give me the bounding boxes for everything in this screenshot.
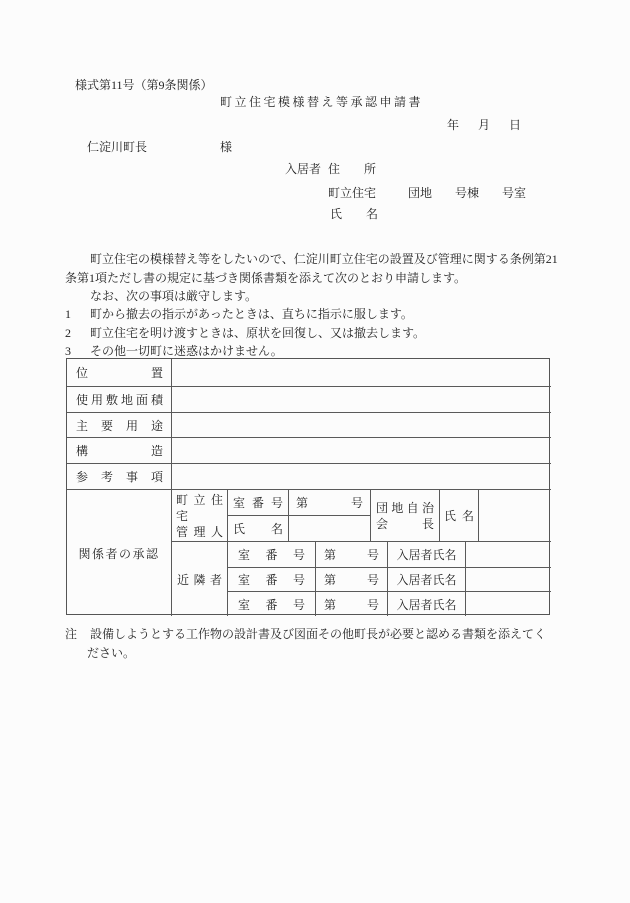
applicant-housing-label: 町立住宅	[328, 186, 377, 200]
neighbor-3-room-no-field	[316, 592, 388, 616]
neighbor-3-no-prefix: 第	[324, 597, 337, 612]
approval-section-label: 関係者の承認	[67, 490, 172, 616]
neighbor-1-no-prefix: 第	[324, 548, 337, 562]
pledge-2-number: 2	[65, 326, 71, 340]
applicant-room-label: 号室	[502, 186, 527, 200]
note-marker: 注	[65, 627, 78, 641]
neighbor-3-room-no-label: 室番号	[228, 592, 316, 616]
applicant-building-label: 号棟	[455, 186, 480, 200]
row-value-location	[172, 359, 551, 387]
document-title: 町立住宅模様替え等承認申請書	[220, 95, 424, 109]
row-label-main-use: 主要用途	[67, 413, 172, 438]
date-line: 年 月 日	[447, 118, 525, 132]
neighbor-2-room-no-field	[316, 568, 388, 592]
pledge-3-number: 3	[65, 344, 71, 358]
row-value-reference	[172, 464, 551, 490]
manager-no-prefix: 第	[296, 496, 309, 510]
row-label-site-area: 使用敷地面積	[67, 387, 172, 413]
neighbor-1-room-no-field	[316, 542, 388, 568]
neighbor-3-no-suffix: 号	[366, 597, 379, 612]
manager-no-suffix: 号	[350, 496, 363, 510]
row-value-main-use	[172, 413, 551, 438]
neighbor-2-name-label: 入居者氏名	[388, 568, 466, 592]
applicant-address-label: 住 所	[328, 162, 377, 176]
body-line-3: なお、次の事項は厳守します。	[90, 289, 258, 303]
manager-room-no-field	[289, 490, 371, 516]
neighbor-1-no-suffix: 号	[366, 548, 379, 562]
neighbor-1-name-label: 入居者氏名	[388, 542, 466, 568]
applicant-name-label: 氏 名	[330, 207, 379, 221]
row-value-site-area	[172, 387, 551, 413]
pledge-1-number: 1	[65, 307, 71, 321]
applicant-role-label: 入居者	[285, 162, 322, 176]
body-line-2: 条第1項ただし書の規定に基づき関係書類を添えて次のとおり申請します。	[65, 271, 467, 285]
manager-name-field	[289, 516, 371, 542]
pledge-3-text: その他一切町に迷惑はかけません。	[90, 344, 283, 358]
row-value-structure	[172, 438, 551, 464]
neighbor-2-no-prefix: 第	[324, 573, 337, 587]
addressee: 仁淀川町長	[87, 140, 148, 154]
row-label-reference: 参考事項	[67, 464, 172, 490]
neighbor-1-name-field	[466, 542, 551, 568]
row-label-structure: 構造	[67, 438, 172, 464]
application-table	[66, 358, 550, 615]
neighbor-2-room-no-label: 室番号	[228, 568, 316, 592]
applicant-estate-label: 団地	[408, 186, 433, 200]
manager-room-no-label: 室番号	[228, 490, 289, 516]
form-number: 様式第11号（第9条関係）	[75, 78, 213, 92]
pledge-2-text: 町立住宅を明け渡すときは、原状を回復し、又は撤去します。	[90, 326, 426, 340]
addressee-honorific: 様	[220, 140, 233, 154]
association-name-field	[479, 490, 551, 542]
body-line-1: 町立住宅の模様替え等をしたいので、仁淀川町立住宅の設置及び管理に関する条例第21	[90, 252, 558, 266]
manager-name-label: 氏名	[228, 516, 289, 542]
neighbor-2-name-field	[466, 568, 551, 592]
neighbor-3-name-label: 入居者氏名	[388, 592, 466, 616]
association-label: 団地自治 会長	[371, 490, 440, 542]
neighbor-1-room-no-label: 室番号	[228, 542, 316, 568]
association-name-label: 氏名	[440, 490, 479, 542]
row-label-location: 位置	[67, 359, 172, 387]
neighbor-3-name-field	[466, 592, 551, 616]
neighbor-2-no-suffix: 号	[366, 573, 379, 587]
note-line-2: ださい。	[87, 646, 136, 660]
manager-label: 町立住宅 管理人	[172, 490, 228, 542]
pledge-1-text: 町から撤去の指示があったときは、直ちに指示に服します。	[90, 307, 413, 321]
note-line-1: 設備しようとする工作物の設計書及び図面その他町長が必要と認める書類を添えてく	[90, 627, 547, 641]
neighbors-label: 近隣者	[172, 542, 228, 616]
